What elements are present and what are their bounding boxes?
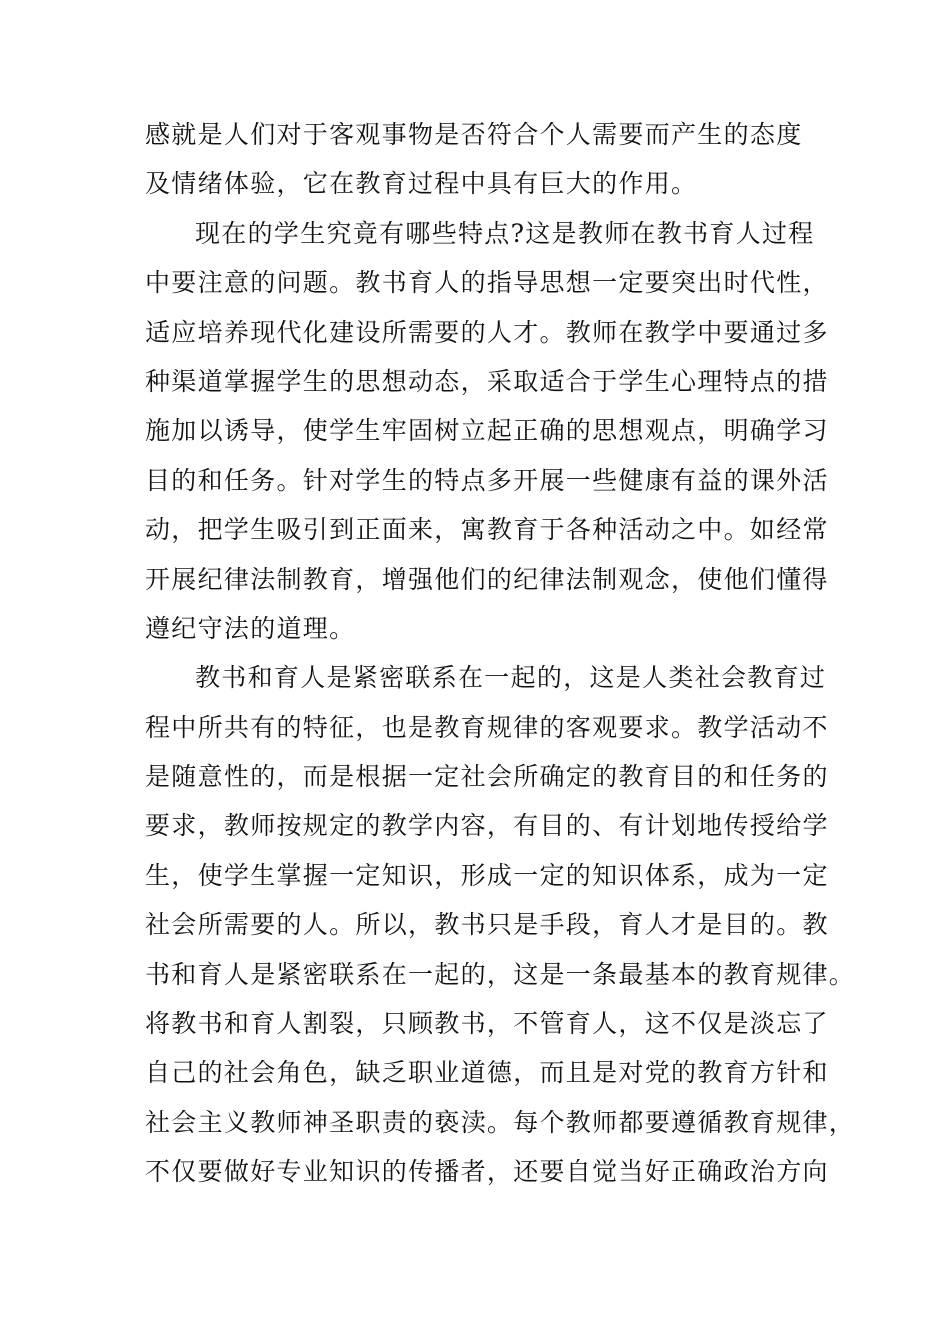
text-line: 目的和任务。针对学生的特点多开展一些健康有益的课外活 xyxy=(145,465,829,495)
text-line: 开展纪律法制教育，增强他们的纪律法制观念，使他们懂得 xyxy=(145,564,829,594)
text-line: 是随意性的，而是根据一定社会所确定的教育目的和任务的 xyxy=(145,762,829,792)
text-line: 及情绪体验，它在教育过程中具有巨大的作用。 xyxy=(145,169,698,199)
text-line: 施加以诱导，使学生牢固树立起正确的思想观点，明确学习 xyxy=(145,416,829,446)
text-line: 不仅要做好专业知识的传播者，还要自觉当好正确政治方向 xyxy=(145,1157,829,1187)
text-line: 程中所共有的特征，也是教育规律的客观要求。教学活动不 xyxy=(145,712,829,742)
text-line: 书和育人是紧密联系在一起的，这是一条最基本的教育规律。 xyxy=(145,959,856,989)
paragraph-start-line: 现在的学生究竟有哪些特点?这是教师在教书育人过程 xyxy=(195,218,815,248)
text-line: 种渠道掌握学生的思想动态，采取适合于学生心理特点的措 xyxy=(145,366,829,396)
paragraph-start-line: 教书和育人是紧密联系在一起的，这是人类社会教育过 xyxy=(195,663,827,693)
text-line: 自己的社会角色，缺乏职业道德，而且是对党的教育方针和 xyxy=(145,1058,829,1088)
text-line: 中要注意的问题。教书育人的指导思想一定要突出时代性， xyxy=(145,268,829,298)
text-line: 动，把学生吸引到正面来，寓教育于各种活动之中。如经常 xyxy=(145,515,829,545)
text-line: 生，使学生掌握一定知识，形成一定的知识体系，成为一定 xyxy=(145,860,829,890)
text-line: 适应培养现代化建设所需要的人才。教师在教学中要通过多 xyxy=(145,317,829,347)
text-line: 社会所需要的人。所以，教书只是手段，育人才是目的。教 xyxy=(145,910,829,940)
body-text xyxy=(145,110,856,1197)
text-line: 感就是人们对于客观事物是否符合个人需要而产生的态度 xyxy=(145,120,803,149)
text-line: 将教书和育人割裂，只顾教书，不管育人，这不仅是淡忘了 xyxy=(145,1009,829,1039)
text-line: 社会主义教师神圣职责的亵渎。每个教师都要遵循教育规律， xyxy=(145,1107,856,1137)
text-line: 遵纪守法的道理。 xyxy=(145,613,356,643)
text-line: 要求，教师按规定的教学内容，有目的、有计划地传授给学 xyxy=(145,811,829,841)
